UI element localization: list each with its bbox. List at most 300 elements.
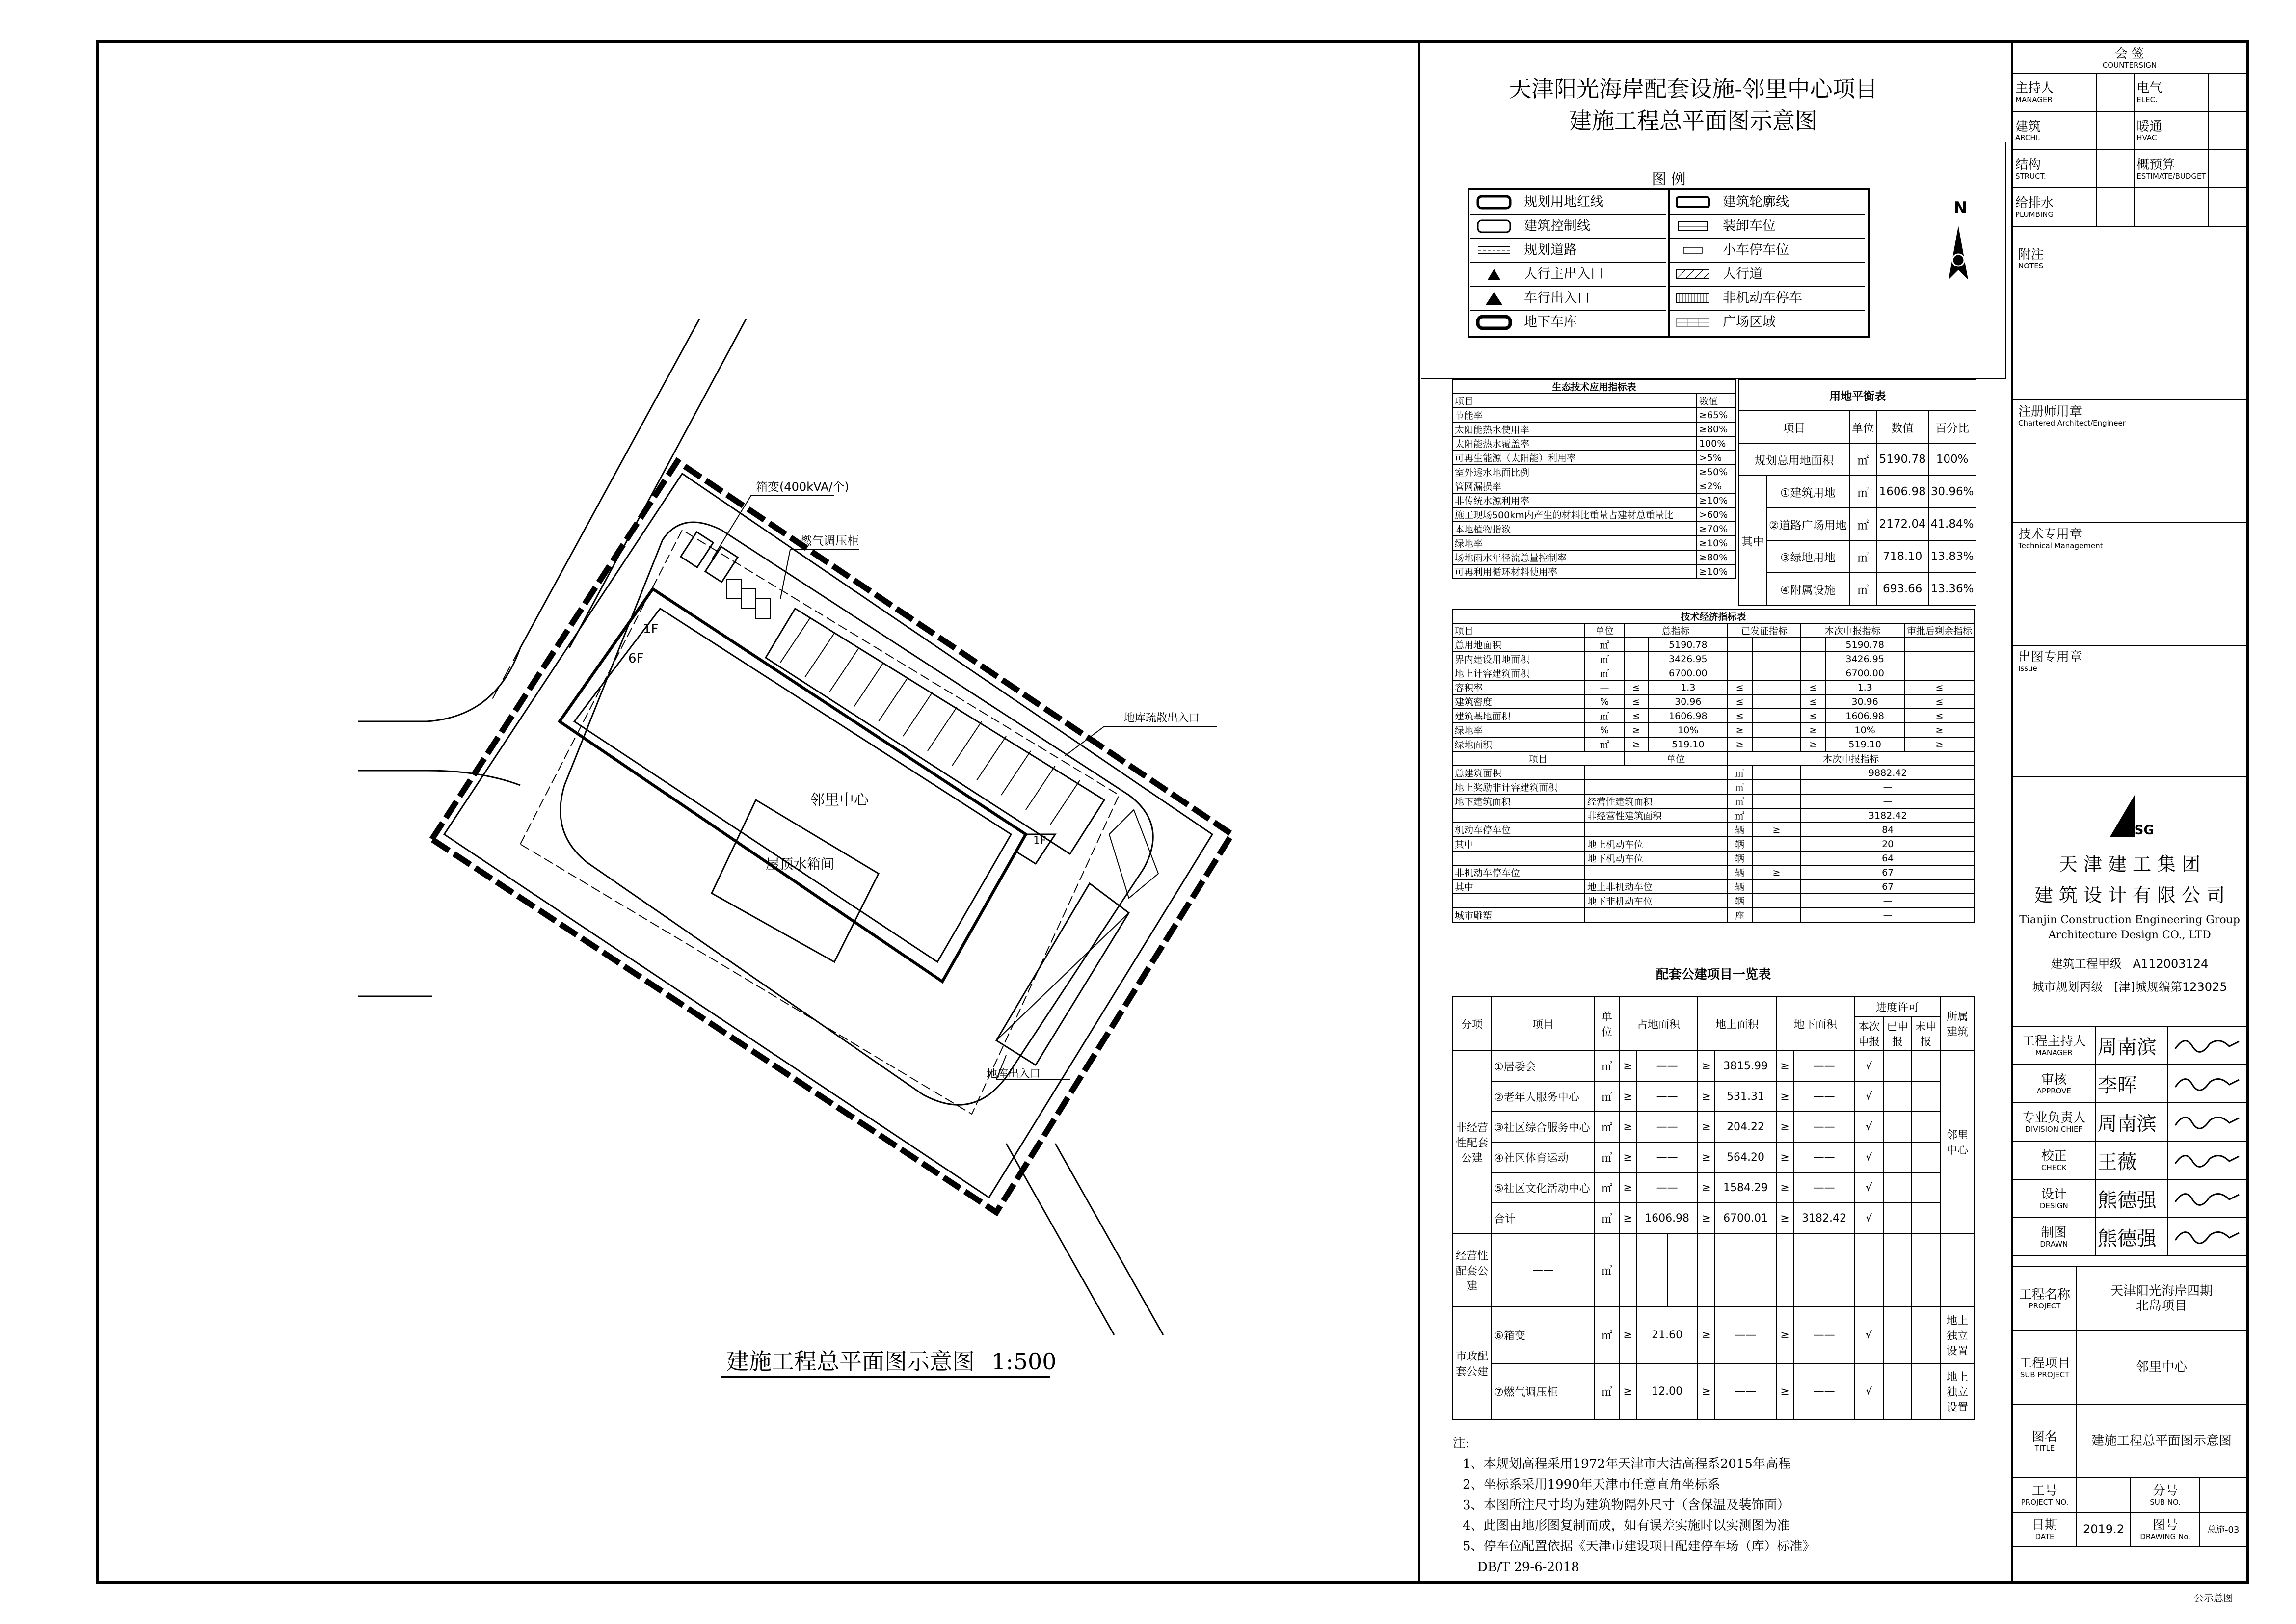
chartered-cn: 注册师用章: [2018, 404, 2082, 419]
econ-cell: [1752, 666, 1801, 680]
legend-label: 人行道: [1723, 266, 1762, 282]
table-row: [1452, 1233, 1975, 1307]
land-cell: ㎡: [1849, 508, 1877, 540]
fac-cell: ㎡: [1595, 1051, 1619, 1081]
econ-title: 技术经济指标表: [1452, 609, 1975, 623]
fac-cell: ㎡: [1595, 1233, 1619, 1307]
econ-cell: 5190.78: [1649, 638, 1728, 652]
fac-cell: ——: [1793, 1307, 1855, 1363]
company-logo-icon: [2100, 790, 2159, 844]
econ-cell: 3426.95: [1825, 652, 1904, 666]
table-row: [1739, 508, 1976, 540]
fac-cell: [1883, 1172, 1912, 1203]
note-line: 3、本图所注尺寸均为建筑物隔外尺寸（含保温及装饰面）: [1463, 1498, 1790, 1513]
table-row: [1452, 694, 1975, 709]
table-row: [2013, 1218, 2246, 1256]
people-en: DRAWN: [2040, 1239, 2068, 1249]
notes-cn: 附注: [2018, 247, 2044, 262]
econ-cell: ㎡: [1585, 737, 1624, 751]
econ-cell: ≥: [1904, 723, 1975, 737]
fac-cell: ≥: [1619, 1051, 1636, 1081]
land-cell: 30.96%: [1928, 476, 1976, 508]
econ2-a: 总建筑面积: [1452, 766, 1585, 780]
label-transformer: 箱变(400kVA/个): [756, 480, 849, 494]
people-cn: 设计: [2041, 1187, 2067, 1202]
company-logo-text: JSG: [2130, 823, 2154, 838]
label-ramp-in: 地库疏散出入口: [1124, 712, 1200, 724]
econ2-op: ≥: [1752, 823, 1801, 837]
fac-land: ——: [1636, 1051, 1698, 1081]
fac-cell: ≥: [1619, 1307, 1636, 1363]
econ2-value: 67: [1801, 879, 1975, 894]
land-cell: 693.66: [1877, 573, 1928, 605]
people-body: [2013, 1026, 2246, 1256]
plan-title: 建施工程总平面图示意图: [726, 1348, 975, 1375]
tt-en: TITLE: [2034, 1443, 2055, 1453]
econ2-a: [1452, 808, 1585, 823]
legend-label: 广场区域: [1723, 315, 1776, 330]
econ2-value: —: [1801, 794, 1975, 808]
fac-cell: √: [1855, 1172, 1883, 1203]
people-role: [2013, 1218, 2095, 1256]
land-table: [1738, 379, 1976, 606]
north-label: N: [1953, 198, 1968, 218]
legend-symbol-icon: [1675, 195, 1711, 210]
econ-cell: ≤: [1624, 694, 1649, 709]
fac-cell: ——: [1715, 1307, 1776, 1363]
econ-cell: [1752, 680, 1801, 694]
company-en1: Tianjin Construction Engineering Group: [2019, 914, 2240, 926]
fac-cell: ——: [1793, 1142, 1855, 1172]
econ-cell: %: [1585, 694, 1624, 709]
fac-belong: 地上独立设置: [1940, 1307, 1975, 1363]
fac-land: 21.60: [1636, 1307, 1698, 1363]
fac-cell: ——: [1793, 1051, 1855, 1081]
project-table: [2012, 1266, 2247, 1478]
table-row: [1452, 851, 1975, 865]
legend-symbol-icon: [1476, 243, 1513, 258]
fac-h-unit: 单位: [1595, 997, 1619, 1051]
eco-value: >5%: [1697, 451, 1736, 465]
legend-label: 装卸车位: [1723, 218, 1776, 234]
land-cell: 718.10: [1877, 540, 1928, 573]
legend-label: 建筑控制线: [1524, 218, 1590, 234]
fac-cell: √: [1855, 1203, 1883, 1233]
table-row: [1452, 1307, 1975, 1363]
eco-item: 太阳能热水覆盖率: [1452, 436, 1697, 451]
fac-cell: √: [1855, 1081, 1883, 1112]
econ2-h0: 项目: [1452, 751, 1624, 766]
eco-value: ≥80%: [1697, 422, 1736, 436]
legend-label: 人行主出入口: [1524, 266, 1603, 282]
legend-symbol-icon: [1675, 267, 1711, 282]
econ-cell: [1728, 638, 1752, 652]
table-row: [1452, 780, 1975, 794]
fac-h-item: 项目: [1492, 997, 1595, 1051]
econ-cell: [1904, 638, 1975, 652]
eco-item: 绿地率: [1452, 536, 1697, 550]
fac-h-land: 占地面积: [1619, 997, 1698, 1051]
cs-sign: [2096, 73, 2134, 111]
fac-category: 非经营性配套公建: [1452, 1051, 1492, 1233]
fac-cell: ——: [1793, 1172, 1855, 1203]
econ-cell: 1.3: [1649, 680, 1728, 694]
econ2-value: —: [1801, 908, 1975, 922]
cs-cn: 暖通: [2136, 119, 2163, 134]
cs-role: [2134, 150, 2208, 188]
econ2-b: [1585, 865, 1728, 879]
econ-h3: 已发证指标: [1728, 623, 1801, 638]
econ2-b: 非经营性建筑面积: [1585, 808, 1728, 823]
table-row: [1452, 638, 1975, 652]
econ2-value: 20: [1801, 837, 1975, 851]
land-cell: 13.83%: [1928, 540, 1976, 573]
econ2-op: [1752, 794, 1801, 808]
econ2-b: 地下非机动车位: [1585, 894, 1728, 908]
fac-category: 经营性配套公建: [1452, 1233, 1492, 1307]
fac-cell: ≥: [1776, 1051, 1793, 1081]
legend-symbol-icon: [1476, 219, 1513, 234]
fac-cell: [1667, 1233, 1698, 1307]
table-row: [1452, 680, 1975, 694]
econ2-unit: ㎡: [1728, 808, 1752, 823]
eco-item: 施工现场500km内产生的材料比重量占建材总重量比: [1452, 507, 1697, 522]
legend-symbol-icon: [1675, 315, 1711, 330]
legend-item-right-2: [1669, 239, 1865, 263]
econ2-a: [1452, 851, 1585, 865]
table-row: [1452, 666, 1975, 680]
fac-cell: √: [1855, 1142, 1883, 1172]
econ-cell: [1624, 638, 1649, 652]
econ-cell: ㎡: [1585, 709, 1624, 723]
people-role: [2013, 1026, 2095, 1065]
fac-cell: ≥: [1776, 1363, 1793, 1420]
land-cell: ㎡: [1849, 573, 1877, 605]
legend-item-right-4: [1669, 287, 1865, 311]
eco-item: 非传统水源利用率: [1452, 493, 1697, 507]
legend-label: 规划道路: [1524, 242, 1577, 258]
econ2-unit: 辆: [1728, 823, 1752, 837]
econ2-unit: 辆: [1728, 894, 1752, 908]
project-cn: 工程名称: [2019, 1287, 2070, 1302]
legend-symbol-icon: [1476, 315, 1513, 330]
fac-cell: ≥: [1698, 1172, 1715, 1203]
people-role: [2013, 1065, 2095, 1103]
fac-cell: 3815.99: [1715, 1051, 1776, 1081]
econ2-unit: 辆: [1728, 837, 1752, 851]
land-h1: 单位: [1849, 411, 1877, 443]
land-cell: ④附属设施: [1766, 573, 1849, 605]
fac-cell: [1883, 1051, 1912, 1081]
cs-cn: 概预算: [2136, 157, 2175, 172]
eco-value: ≥70%: [1697, 522, 1736, 536]
fac-cell: ≥: [1619, 1363, 1636, 1420]
land-h2: 数值: [1877, 411, 1928, 443]
econ-cell: 6700.00: [1649, 666, 1728, 680]
econ-cell: ㎡: [1585, 652, 1624, 666]
cs-sign: [2209, 188, 2246, 226]
econ-cell: ≤: [1728, 694, 1752, 709]
econ2-op: [1752, 879, 1801, 894]
fac-belong: 地上独立设置: [1940, 1363, 1975, 1420]
dwg-en: DRAWING No.: [2140, 1532, 2190, 1541]
cs-en: HVAC: [2136, 133, 2157, 142]
fac-item: ②老年人服务中心: [1492, 1081, 1595, 1112]
people-name: 王薇: [2095, 1141, 2168, 1179]
fac-h-permit: 进度许可: [1855, 997, 1940, 1016]
cs-en: PLUMBING: [2015, 210, 2054, 219]
legend-label: 车行出入口: [1524, 291, 1590, 306]
sub-value: 邻里中心: [2136, 1360, 2187, 1375]
fac-cell: [1912, 1233, 1940, 1307]
table-row: [1452, 422, 1736, 436]
land-body: [1739, 476, 1976, 605]
legend-item-left-2: [1470, 239, 1666, 263]
fac-cell: [1698, 1233, 1715, 1307]
cs-sign: [2209, 111, 2246, 150]
table-row: [1739, 573, 1976, 605]
land-total-pct: 100%: [1928, 443, 1976, 476]
econ2-value: 67: [1801, 865, 1975, 879]
note-line: 5、停车位配置依据《天津市建设项目配建停车场（库）标准》: [1463, 1539, 1815, 1554]
eco-value: ≥10%: [1697, 493, 1736, 507]
cs-role: [2134, 188, 2208, 226]
econ2-unit: ㎡: [1728, 766, 1752, 780]
econ-h4: 本次申报指标: [1801, 623, 1904, 638]
no-en: PROJECT NO.: [2021, 1497, 2069, 1507]
fac-item: 合计: [1492, 1203, 1595, 1233]
table-row: [1452, 536, 1736, 550]
eco-table: [1452, 379, 1736, 579]
econ2-value: 84: [1801, 823, 1975, 837]
econ2-a: 地上奖励非计容建筑面积: [1452, 780, 1585, 794]
fac-cell: [1883, 1363, 1912, 1420]
table-row: [1452, 879, 1975, 894]
land-h0: 项目: [1739, 411, 1849, 443]
legend-item-right-0: [1669, 190, 1865, 215]
eco-item: 室外透水地面比例: [1452, 465, 1697, 479]
eco-h0: 项目: [1452, 394, 1697, 408]
fac-cell: ≥: [1698, 1142, 1715, 1172]
fac-cell: ≥: [1619, 1081, 1636, 1112]
table-row: [2013, 1179, 2246, 1218]
eco-h1: 数值: [1697, 394, 1736, 408]
fac-cell: [1883, 1233, 1912, 1307]
table-row: [1452, 894, 1975, 908]
note-line: 2、坐标系采用1990年天津市任意直角坐标系: [1463, 1477, 1720, 1492]
fac-cell: ≥: [1776, 1112, 1793, 1142]
legend-item-left-5: [1470, 311, 1666, 334]
econ-cell: 容积率: [1452, 680, 1585, 694]
econ-cell: ≥: [1624, 737, 1649, 751]
facility-title: 配套公建项目一览表: [1655, 967, 1771, 982]
label-building: 邻里中心: [810, 792, 869, 809]
legend-symbol-icon: [1675, 219, 1711, 234]
divider: [1418, 40, 1420, 1584]
fac-cell: [1793, 1233, 1855, 1307]
drawing-title-2: 建施工程总平面图示意图: [1569, 107, 1817, 134]
plan-scale: 1:500: [991, 1348, 1057, 1375]
company-en2: Architecture Design CO., LTD: [2048, 929, 2211, 941]
cs-sign: [2209, 150, 2246, 188]
people-cn: 校正: [2041, 1148, 2067, 1164]
econ-cell: [1728, 666, 1752, 680]
site-plan: [98, 44, 1414, 1580]
people-role: [2013, 1103, 2095, 1141]
econ-cell: ≥: [1801, 723, 1825, 737]
econ-cell: 30.96: [1825, 694, 1904, 709]
people-name: 李晖: [2095, 1065, 2168, 1103]
econ-cell: [1801, 666, 1825, 680]
signature-icon: [2168, 1103, 2246, 1141]
eco-value: ≥10%: [1697, 564, 1736, 579]
land-total-label: 规划总用地面积: [1739, 443, 1849, 476]
fac-land: 12.00: [1636, 1363, 1698, 1420]
people-cn: 专业负责人: [2022, 1110, 2086, 1125]
legend-item-left-4: [1470, 287, 1666, 311]
land-cell: 41.84%: [1928, 508, 1976, 540]
fac-item: ⑤社区文化活动中心: [1492, 1172, 1595, 1203]
econ2-a: 地下建筑面积: [1452, 794, 1585, 808]
cs-role: [2013, 111, 2096, 150]
fac-cell: ——: [1793, 1112, 1855, 1142]
econ2-op: [1752, 837, 1801, 851]
legend-symbol-icon: [1476, 267, 1513, 282]
econ2-op: ≥: [1752, 865, 1801, 879]
date-value: 2019.2: [2077, 1512, 2131, 1546]
north-arrow-icon: [1939, 196, 1978, 294]
econ2-a: 非机动车停车位: [1452, 865, 1585, 879]
land-cell: 2172.04: [1877, 508, 1928, 540]
econ2-b: [1585, 908, 1728, 922]
econ-cell: ≥: [1728, 723, 1752, 737]
fac-cell: ㎡: [1595, 1203, 1619, 1233]
table-row: [2013, 1026, 2246, 1065]
econ2-b: [1585, 823, 1728, 837]
econ2-op: [1752, 908, 1801, 922]
fac-cell: ≥: [1776, 1142, 1793, 1172]
econ-cell: 1606.98: [1825, 709, 1904, 723]
fac-h-p2: 已申报: [1883, 1016, 1912, 1051]
econ-h0: 项目: [1452, 623, 1585, 638]
note-line: 4、此图由地形图复制而成，如有误差实施时以实测图为准: [1463, 1518, 1790, 1533]
econ2-unit: 辆: [1728, 879, 1752, 894]
econ-cell: 绿地面积: [1452, 737, 1585, 751]
issue-cn: 出图专用章: [2018, 650, 2082, 665]
econ2-op: [1752, 808, 1801, 823]
econ-cell: 1.3: [1825, 680, 1904, 694]
label-gas: 燃气调压柜: [800, 534, 859, 548]
eco-value: ≥65%: [1697, 408, 1736, 422]
table-row: [2013, 150, 2246, 188]
econ-cell: 10%: [1825, 723, 1904, 737]
table-row: [1452, 908, 1975, 922]
econ-cell: ㎡: [1585, 638, 1624, 652]
dwg-cn: 图号: [2152, 1518, 2178, 1533]
fac-item: ⑥箱变: [1492, 1307, 1595, 1363]
company-cn2: 建 筑 设 计 有 限 公 司: [2034, 884, 2225, 906]
econ2-a: 城市雕塑: [1452, 908, 1585, 922]
table-row: [1452, 1203, 1975, 1233]
fac-cell: [1883, 1307, 1912, 1363]
table-row: [1452, 823, 1975, 837]
fac-cell: [1912, 1307, 1940, 1363]
table-row: [2013, 1065, 2246, 1103]
land-cell: ①建筑用地: [1766, 476, 1849, 508]
econ-cell: ≤: [1801, 709, 1825, 723]
project-en: PROJECT: [2029, 1301, 2061, 1310]
econ-cell: 1606.98: [1649, 709, 1728, 723]
table-row: [1452, 507, 1736, 522]
econ2-value: 64: [1801, 851, 1975, 865]
fac-cell: ≥: [1776, 1081, 1793, 1112]
fac-cell: √: [1855, 1051, 1883, 1081]
fac-cell: √: [1855, 1363, 1883, 1420]
fac-h-p3: 未申报: [1912, 1016, 1940, 1051]
econ-cell: [1752, 652, 1801, 666]
people-name: 周南滨: [2095, 1103, 2168, 1141]
no-cn: 工号: [2031, 1483, 2057, 1498]
label-ramp-out: 地库出入口: [987, 1068, 1041, 1080]
fac-cell: ㎡: [1595, 1081, 1619, 1112]
econ2-b: 地上机动车位: [1585, 837, 1728, 851]
signature-icon: [2168, 1179, 2246, 1218]
people-role: [2013, 1179, 2095, 1218]
econ-cell: ≤: [1904, 680, 1975, 694]
table-row: [1452, 723, 1975, 737]
eco-value: ≥10%: [1697, 536, 1736, 550]
fac-cell: ≥: [1698, 1307, 1715, 1363]
table-row: [1452, 709, 1975, 723]
people-table: [2012, 1026, 2247, 1256]
grade1-label: 建筑工程甲级: [2051, 957, 2122, 971]
econ-cell: 建筑基地面积: [1452, 709, 1585, 723]
notes-en: NOTES: [2018, 262, 2044, 270]
eco-item: 本地植物指数: [1452, 522, 1697, 536]
fac-cell: ≥: [1619, 1142, 1636, 1172]
table-row: [1739, 540, 1976, 573]
fac-item: ④社区体育运动: [1492, 1142, 1595, 1172]
econ-h1: 单位: [1585, 623, 1624, 638]
econ-cell: ㎡: [1585, 666, 1624, 680]
eco-body: [1452, 408, 1736, 579]
table-row: [1452, 465, 1736, 479]
fac-cell: ㎡: [1595, 1112, 1619, 1142]
people-cn: 制图: [2041, 1225, 2067, 1240]
fac-land: ——: [1636, 1081, 1698, 1112]
fac-cell: ≥: [1698, 1051, 1715, 1081]
cs-en: MANAGER: [2015, 95, 2053, 104]
fac-land: ——: [1636, 1172, 1698, 1203]
econ-cell: ≤: [1801, 680, 1825, 694]
chartered-en: Chartered Architect/Engineer: [2018, 419, 2126, 427]
table-row: [1452, 1172, 1975, 1203]
econ-cell: [1904, 652, 1975, 666]
econ-h2: 总指标: [1624, 623, 1728, 638]
signature-icon: [2168, 1141, 2246, 1179]
cs-role: [2134, 111, 2208, 150]
econ-cell: 地上计容建筑面积: [1452, 666, 1585, 680]
cs-cn: 电气: [2136, 80, 2163, 96]
econ-cell: [1752, 737, 1801, 751]
fac-cell: [1912, 1363, 1940, 1420]
eco-item: 可再利用循环材料使用率: [1452, 564, 1697, 579]
issue-en: Issue: [2018, 664, 2037, 673]
table-row: [1452, 1363, 1975, 1420]
eco-value: >60%: [1697, 507, 1736, 522]
dwg-value: 总施-03: [2200, 1512, 2246, 1546]
signature-icon: [2168, 1026, 2246, 1065]
